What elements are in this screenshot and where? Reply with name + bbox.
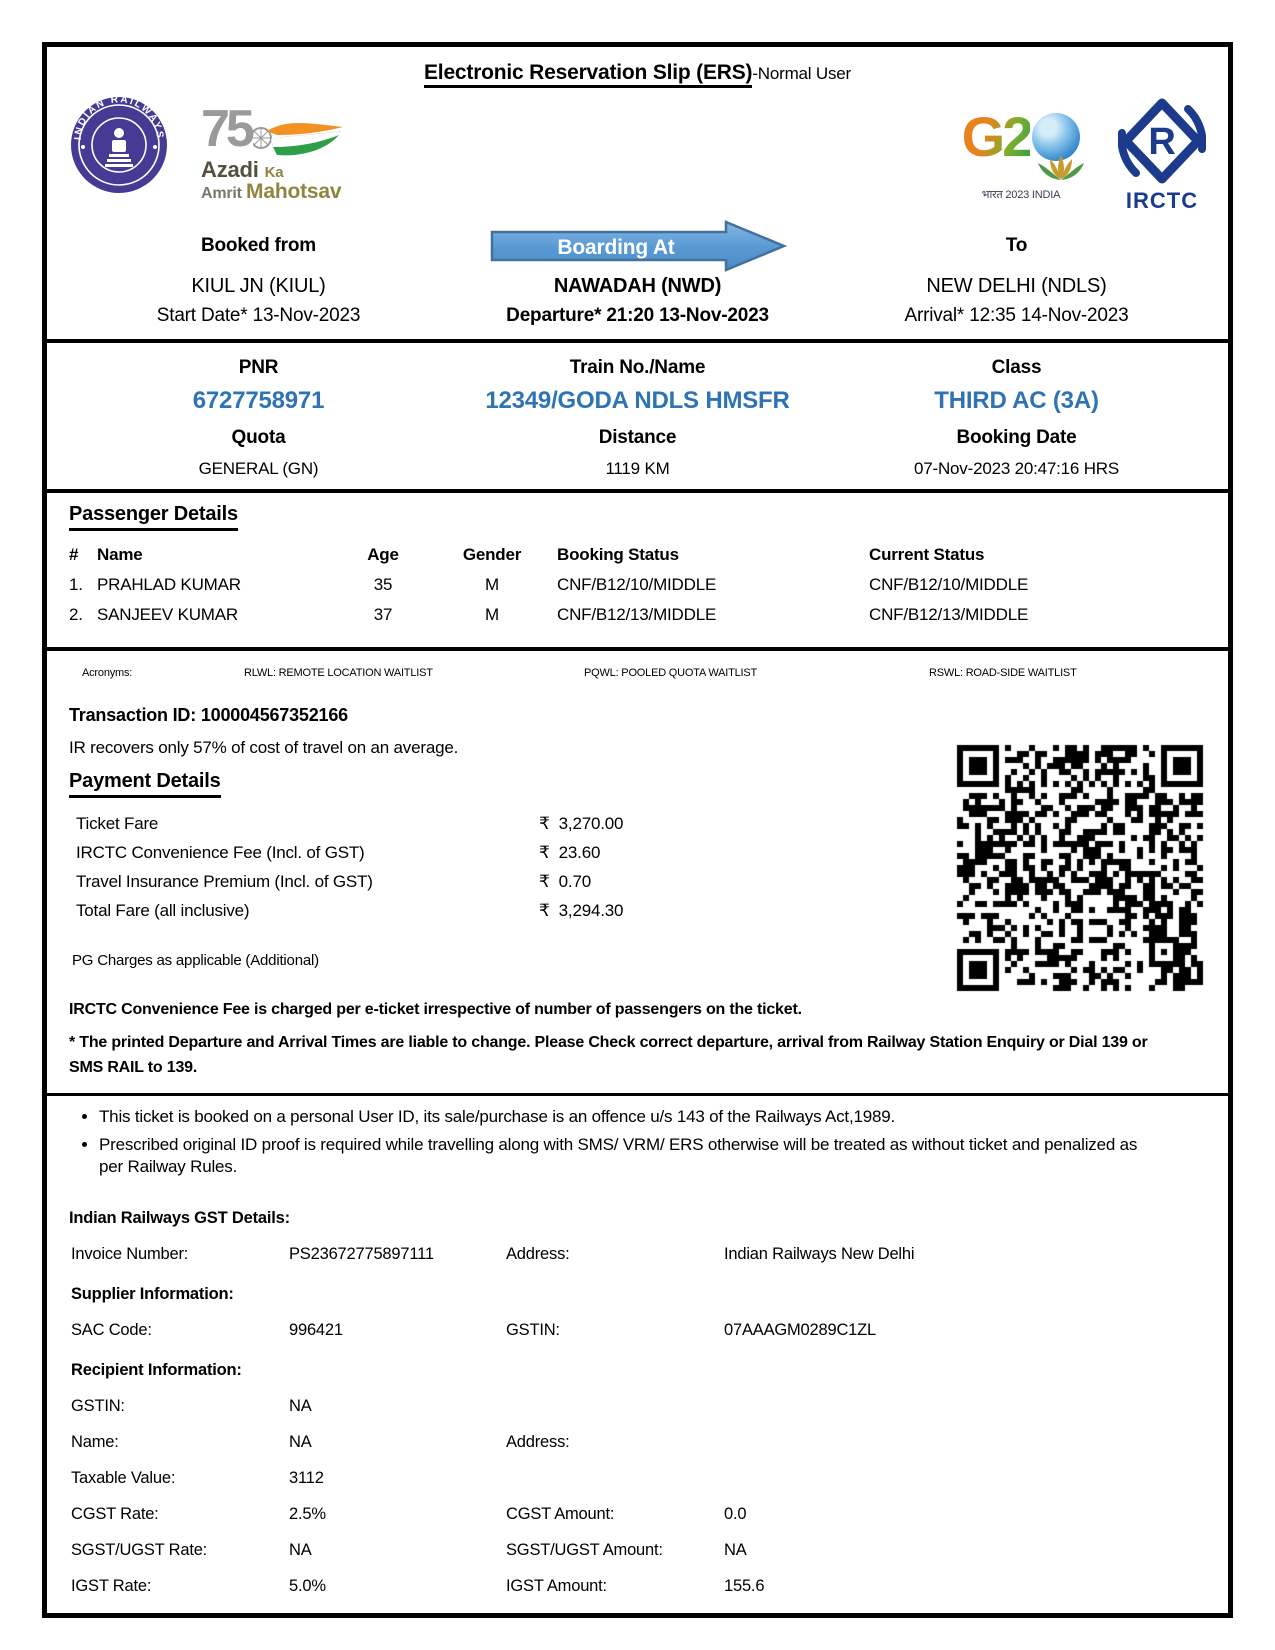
booked-from-station: KIUL JN (KIUL) [191,275,326,297]
cgst-amount-label: CGST Amount: [506,1505,615,1524]
recipient-heading: Recipient Information: [71,1361,242,1380]
pax-current-status: CNF/B12/10/MIDDLE [869,575,1029,594]
boarding-at-label: Boarding At [556,236,675,259]
amount-value: 3,294.30 [558,901,624,920]
gst-cgst-row [69,1505,1206,1524]
irctc-name: IRCTC [1125,188,1199,213]
gst-sgst-row [69,1541,1206,1560]
arrival-date: Arrival* 12:35 14-Nov-2023 [904,305,1129,326]
train-label: Train No./Name [569,357,706,378]
acronyms-label: Acronyms: [82,667,133,679]
pax-age: 37 [373,605,393,624]
transaction-id: Transaction ID: 100004567352166 [69,705,348,725]
distance-value: 1119 KM [605,459,670,478]
recipient-gstin-label: GSTIN: [71,1397,125,1416]
distance-label: Distance [598,427,677,448]
igst-amount-label: IGST Amount: [506,1577,607,1596]
ers-document [42,42,1233,1618]
empty-cell [724,1469,1206,1488]
pax-no: 2. [69,605,83,624]
gst-heading: Indian Railways GST Details: [69,1209,290,1228]
col-no: # [69,545,79,564]
pax-booking-status: CNF/B12/10/MIDDLE [557,575,717,594]
indian-railways-logo-icon [69,95,169,195]
rules-list [99,1106,1206,1180]
amount-value: 0.70 [558,872,591,891]
taxable-value: 3112 [289,1469,324,1488]
page-title [69,61,1206,85]
gst-recipient-gstin-row [69,1397,1206,1416]
pax-no: 1. [69,575,83,594]
gstin-label: GSTIN: [506,1321,560,1340]
amount-value: 3,270.00 [558,814,624,833]
passenger-heading: Passenger Details [69,503,238,531]
page-title-suffix: -Normal User [752,64,851,83]
empty-cell [506,1469,724,1488]
ir-recovery-note: IR recovers only 57% of cost of travel on an average. [69,738,459,757]
cgst-amount-value: 0.0 [724,1505,747,1524]
table-row [69,605,1206,625]
invoice-number-value: PS23672775897111 [289,1245,434,1264]
pax-booking-status: CNF/B12/13/MIDDLE [557,605,717,624]
rupee-symbol: ₹ [539,843,550,863]
pax-name: PRAHLAD KUMAR [97,575,241,594]
rupee-symbol: ₹ [539,901,550,921]
g20-text: G2 [961,105,1031,168]
boarding-arrow-icon [488,220,788,272]
sgst-rate-value: NA [289,1541,312,1560]
booking-class-col [827,357,1206,489]
payment-label: Travel Insurance Premium (Incl. of GST) [76,872,373,891]
qr-code [955,743,1205,993]
pnr-label: PNR [238,357,279,378]
start-date: Start Date* 13-Nov-2023 [156,305,361,326]
logo-row [69,95,1206,211]
pax-name: SANJEEV KUMAR [97,605,238,624]
pax-age: 35 [373,575,393,594]
quota-value: GENERAL (GN) [198,459,319,478]
empty-cell [724,1397,1206,1416]
journey-booked-from [69,221,448,327]
list-item: • Prescribed original ID proof is required while travelling along with SMS/ VRM/ ERS otherwise will be treated as without ticket and penalized as per Railway Rules. [99,1134,1159,1180]
pax-gender: M [485,575,499,594]
irctc-logo [1118,97,1206,214]
igst-rate-value: 5.0% [289,1577,326,1596]
booking-pnr-col [69,357,448,489]
train-value: 12349/GODA NDLS HMSFR [485,387,790,414]
address-label: Address: [506,1245,570,1264]
invoice-number-label: Invoice Number: [71,1245,189,1264]
booking-train-col [448,357,827,489]
payment-label: IRCTC Convenience Fee (Incl. of GST) [76,843,365,862]
recipient-gstin-value: NA [289,1397,312,1416]
gst-invoice-row [69,1245,1206,1264]
to-station: NEW DELHI (NDLS) [926,275,1107,297]
page-title-main: Electronic Reservation Slip (ERS) [424,61,752,88]
azadi-amrit: Amrit [201,185,242,202]
g20-lotus-icon [1030,153,1092,188]
azadi-75-text: 75 [201,100,251,158]
booking-date-value: 07-Nov-2023 20:47:16 HRS [914,459,1119,478]
journey-boarding-at [448,221,827,327]
azadi-line2 [201,181,341,202]
amount-value: 23.60 [558,843,601,862]
igst-amount-value: 155.6 [724,1577,765,1596]
cgst-rate-value: 2.5% [289,1505,326,1524]
taxable-value-label: Taxable Value: [71,1469,176,1488]
azadi-mahotsav: Mahotsav [246,180,342,203]
tricolor-flag-icon [253,117,345,163]
sgst-amount-label: SGST/UGST Amount: [506,1541,663,1560]
cgst-rate-label: CGST Rate: [71,1505,159,1524]
sgst-rate-label: SGST/UGST Rate: [71,1541,208,1560]
payment-label: Total Fare (all inclusive) [76,901,250,920]
svg-text:R: R [1148,121,1176,163]
payment-heading: Payment Details [69,770,221,798]
empty-cell [506,1397,724,1416]
departure-change-notice: * The printed Departure and Arrival Times are liable to change. Please Check correct departure, arrival from Railway Station Enquiry or Dial 139 or SMS RAIL to 139. [69,1034,1148,1076]
irctc-mark-icon [1118,97,1206,185]
pnr-value: 6727758971 [192,387,325,414]
gst-taxable-row [69,1469,1206,1488]
col-booking-status: Booking Status [557,545,679,564]
address-value: Indian Railways New Delhi [724,1245,915,1264]
gst-igst-row [69,1577,1206,1596]
to-label: To [1005,235,1028,256]
igst-rate-label: IGST Rate: [71,1577,152,1596]
svg-text:INDIAN RAILWAYS: INDIAN RAILWAYS [72,95,166,141]
journey-section [69,221,1206,327]
payment-label: Ticket Fare [76,814,159,833]
azadi-amrit-mahotsav-logo [201,100,342,203]
gst-sac-row [69,1321,1206,1340]
sac-code-value: 996421 [289,1321,343,1340]
col-current-status: Current Status [869,545,985,564]
departure-date: Departure* 21:20 13-Nov-2023 [506,305,769,326]
recipient-name-label: Name: [71,1433,119,1452]
recipient-address-value [724,1433,1206,1452]
divider [47,339,1228,343]
boarding-station: NAWADAH (NWD) [553,275,722,297]
booking-date-label: Booking Date [956,427,1077,448]
azadi-word: Azadi [201,157,259,182]
recipient-name-value: NA [289,1433,312,1452]
pax-current-status: CNF/B12/13/MIDDLE [869,605,1029,624]
col-age: Age [367,545,399,564]
pax-gender: M [485,605,499,624]
acronym-rlwl: RLWL: REMOTE LOCATION WAITLIST [244,667,433,679]
gst-name-row [69,1433,1206,1452]
g20-caption: भारत 2023 INDIA [981,189,1061,201]
acronyms-row [69,667,1206,679]
booked-from-label: Booked from [201,235,316,256]
col-name: Name [97,545,143,564]
boarding-at-arrow [448,221,827,271]
class-value: THIRD AC (3A) [934,387,1099,414]
booking-section [69,357,1206,489]
passenger-table-header [69,545,1206,565]
gstin-value: 07AAAGM0289C1ZL [724,1321,877,1340]
acronym-rswl: RSWL: ROAD-SIDE WAITLIST [929,667,1077,679]
divider [47,1093,1228,1096]
acronym-pqwl: PQWL: POOLED QUOTA WAITLIST [584,667,758,679]
recipient-address-label: Address: [506,1433,570,1452]
col-gender: Gender [462,545,522,564]
passenger-table [69,545,1206,647]
sgst-amount-value: NA [724,1541,747,1560]
azadi-ka: Ka [264,164,284,181]
sac-code-label: SAC Code: [71,1321,152,1340]
divider [47,647,1228,651]
quota-label: Quota [231,427,286,448]
list-item: • This ticket is booked on a personal User ID, its sale/purchase is an offence u/s 143 of the Railways Act,1989. [99,1106,1206,1129]
pg-charges-note: PG Charges as applicable (Additional) [72,952,319,969]
rupee-symbol: ₹ [539,872,550,892]
rupee-symbol: ₹ [539,814,550,834]
supplier-heading: Supplier Information: [71,1285,234,1304]
g20-logo [946,105,1096,202]
class-label: Class [991,357,1042,378]
table-row [69,575,1206,595]
journey-to [827,221,1206,327]
passenger-section [69,493,1206,647]
convenience-fee-notice: IRCTC Convenience Fee is charged per e-ticket irrespective of number of passengers on the ticket. [69,1001,802,1018]
